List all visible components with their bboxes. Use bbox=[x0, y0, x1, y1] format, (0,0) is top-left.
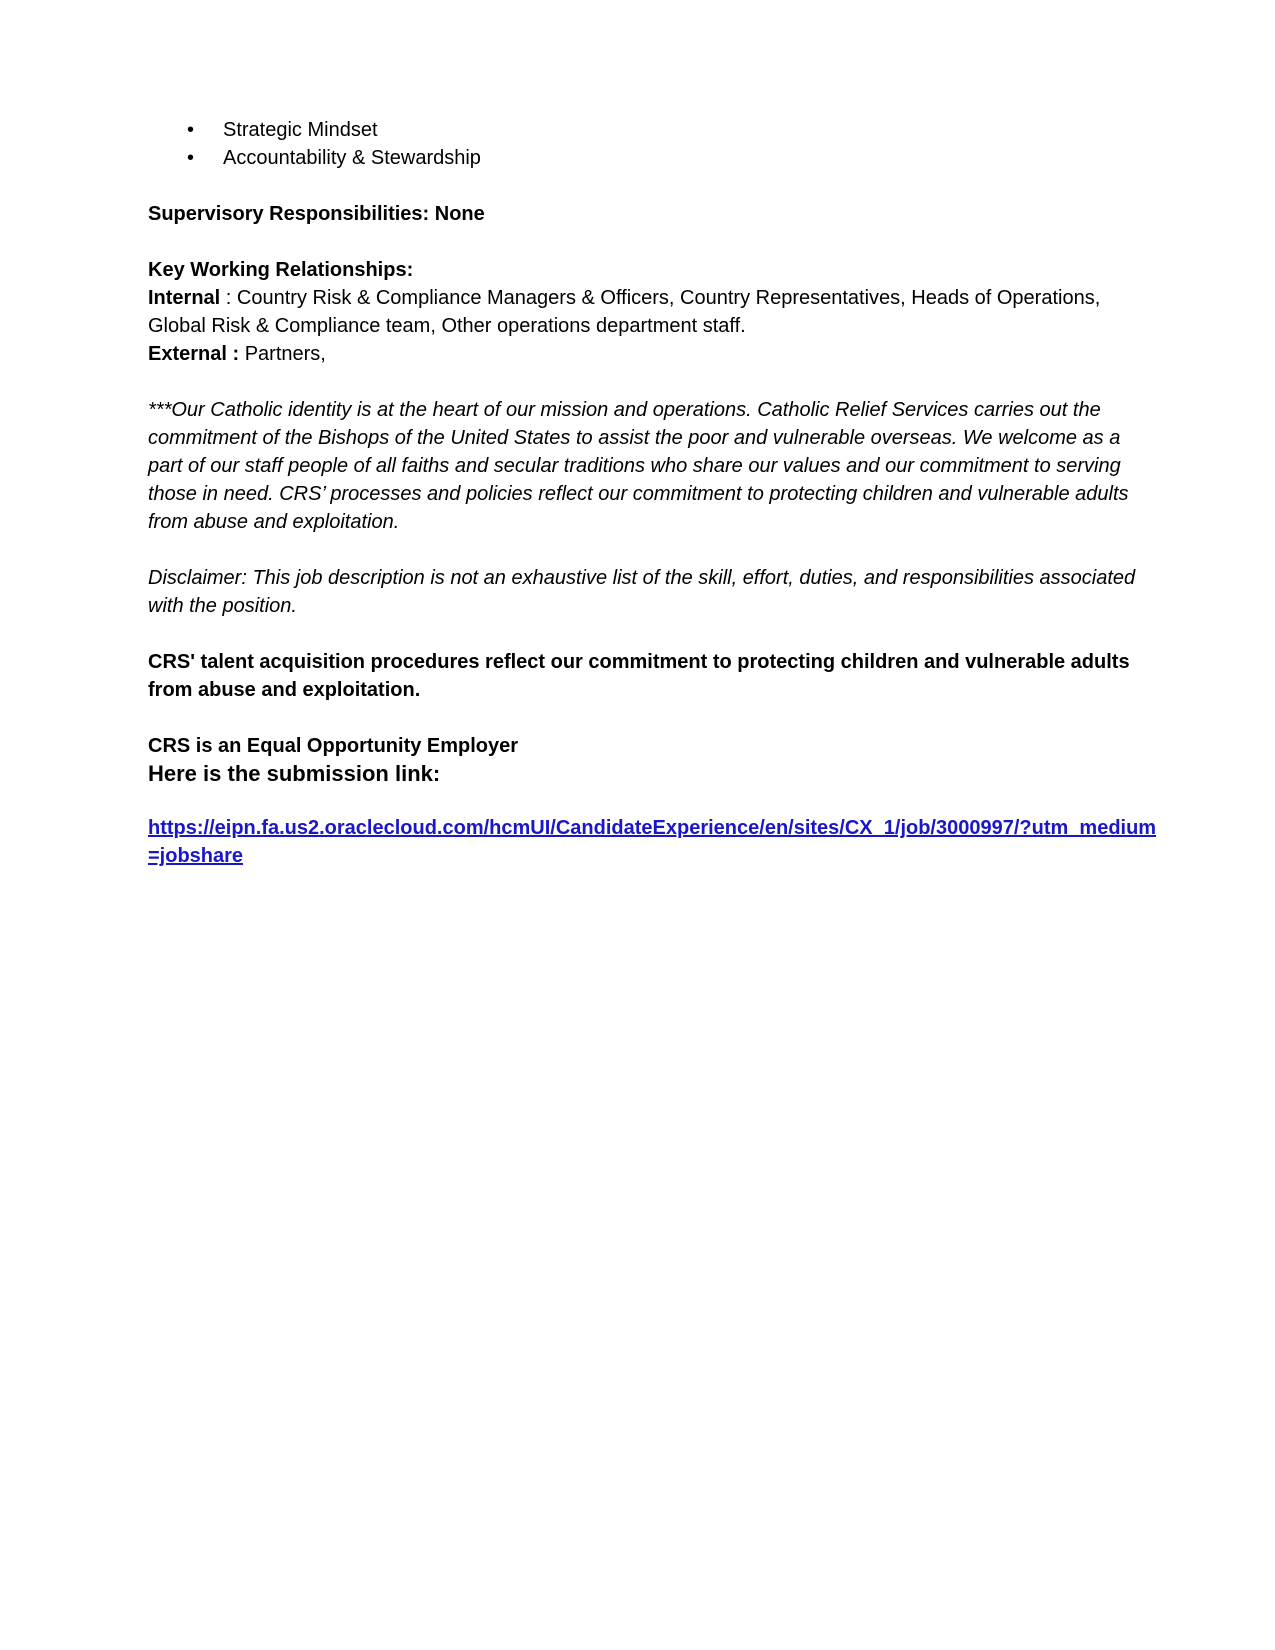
submission-heading: Here is the submission link: bbox=[148, 761, 441, 786]
external-label: External : bbox=[148, 343, 240, 365]
bullet-icon: • bbox=[187, 147, 195, 169]
external-relationships bbox=[148, 340, 1158, 368]
competency-list bbox=[148, 116, 1158, 172]
document-body bbox=[148, 116, 1158, 870]
equal-opportunity-statement: CRS is an Equal Opportunity Employer bbox=[148, 735, 519, 757]
list-item-text: Strategic Mindset bbox=[223, 119, 378, 141]
talent-acquisition-statement: CRS' talent acquisition procedures reflect our commitment to protecting children and vulnerable adults from abuse and exploitation. bbox=[148, 651, 1130, 701]
relationships-heading: Key Working Relationships: bbox=[148, 259, 414, 281]
internal-text: : Country Risk & Compliance Managers & Officers, Country Representatives, Heads of Operations, Global Risk & Compliance team, Other operations department staff. bbox=[148, 287, 1101, 337]
disclaimer: Disclaimer: This job description is not an exhaustive list of the skill, effort, duties, and responsibilities associated with the position. bbox=[148, 567, 1136, 617]
submission-link[interactable]: https://eipn.fa.us2.oraclecloud.com/hcmUI/CandidateExperience/en/sites/CX_1/job/3000997/?utm_medium=jobshare bbox=[148, 817, 1157, 867]
external-text: Partners, bbox=[239, 343, 326, 365]
list-item bbox=[148, 144, 1158, 172]
bullet-icon: • bbox=[187, 119, 195, 141]
internal-label: Internal bbox=[148, 287, 221, 309]
list-item bbox=[148, 116, 1158, 144]
key-working-relationships bbox=[148, 256, 1158, 368]
list-item-text: Accountability & Stewardship bbox=[223, 147, 481, 169]
catholic-identity-statement: ***Our Catholic identity is at the heart of our mission and operations. Catholic Relief Services carries out the commitment of the Bishops of the United States to assist the poor and vulnerable overseas. We welcome as a part of our staff people of all faiths and secular traditions who share our values and our commitment to serving those in need. CRS’ processes and policies reflect our commitment to protecting children and vulnerable adults from abuse and exploitation. bbox=[148, 399, 1129, 533]
internal-relationships bbox=[148, 284, 1158, 340]
supervisory-responsibilities: Supervisory Responsibilities: None bbox=[148, 203, 485, 225]
